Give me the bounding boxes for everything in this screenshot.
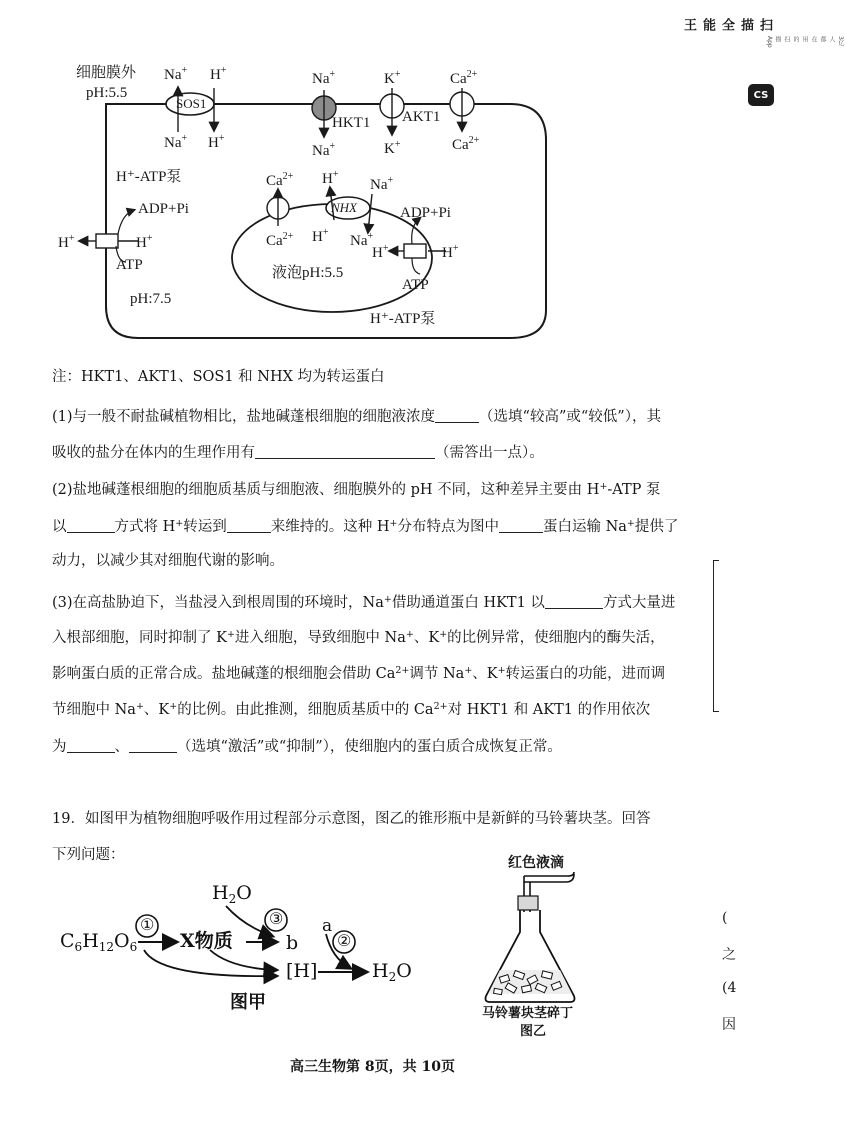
q3-line4: 节细胞中 Na+、K+的比例。由此推测，细胞质基质中的 $Ca^{2+}$对 HKT1 和 AKT1 的作用依次 <box>52 701 651 718</box>
pump-label-bottom: H⁺-ATP泵 <box>370 311 436 327</box>
potato-label: 马铃薯块茎碎丁 <box>482 1006 574 1021</box>
step-3-label: ③ <box>269 909 284 928</box>
margin-tick-bottom <box>713 711 719 712</box>
edge-char-2: 之 <box>722 947 736 963</box>
ion-h-vacuole-pump: H+ <box>372 243 389 261</box>
hkt1-label: HKT1 <box>332 115 371 131</box>
water-out-label: $H_2O$ <box>372 960 412 984</box>
step-1-label: ① <box>140 915 155 934</box>
step-2-label: ② <box>337 931 352 950</box>
red-drop-label: 红色液滴 <box>508 855 564 871</box>
ion-h-in-pump: H+ <box>136 233 153 251</box>
membrane-proton-pump <box>96 234 118 248</box>
ion-h-cytosol-pump: H+ <box>442 243 459 261</box>
q3-blank-hkt1-effect[interactable] <box>67 738 115 753</box>
adp-pi-left: ADP+Pi <box>138 201 189 217</box>
ion-h-in-sos1: H+ <box>208 133 225 151</box>
q3-line1: (3)在高盐胁迫下，当盐浸入到根周围的环境时，Na+借助通道蛋白 HKT1 以 方式大量进 <box>52 594 676 611</box>
margin-rule <box>713 560 714 712</box>
watermark-badge: CS <box>748 84 774 106</box>
q2-line2: 以 方式将 H+转运到 来维持的。这种 H+分布特点为图中 蛋白运输 Na+提供了 <box>52 518 679 535</box>
edge-char-1: ( <box>722 910 728 926</box>
q2-blank-protein[interactable] <box>499 518 543 533</box>
q2-blank-destination[interactable] <box>227 518 271 533</box>
vacuole-proton-pump <box>404 244 426 258</box>
q2-line1: (2)盐地碱蓬根细胞的细胞质基质与细胞液、细胞膜外的 pH 不同，这种差异主要由 H+-ATP 泵 <box>52 481 661 498</box>
ion-ca-cytosol: $Ca^{2+}$ <box>266 171 294 189</box>
q1-line2: 吸收的盐分在体内的生理作用有 （需答出一点）。 <box>52 445 544 461</box>
figure-note: 注：HKT1、AKT1、SOS1 和 NHX 均为转运蛋白 <box>52 369 385 385</box>
water-in-label: $H_2O$ <box>212 882 252 906</box>
vacuole-ph-label: 液泡pH:5.5 <box>272 265 344 281</box>
ion-na-out-hkt1: Na+ <box>312 69 336 87</box>
q2-line3: 动力，以减少其对细胞代谢的影响。 <box>52 553 284 569</box>
figure-b-caption: 图乙 <box>520 1024 547 1039</box>
margin-tick-top <box>713 560 719 561</box>
ion-ca-out: $Ca^{2+}$ <box>450 69 478 87</box>
q1-blank-function[interactable] <box>255 444 435 459</box>
q3-line5: 为 、 （选填“激活”或“抑制”），使细胞内的蛋白质合成恢复正常。 <box>52 739 562 755</box>
cytoplasm-ph: pH:7.5 <box>130 291 172 307</box>
sos1-label: SOS1 <box>176 96 207 111</box>
hydrogen-label: [H] <box>286 960 318 982</box>
ion-k-out: K+ <box>384 69 401 87</box>
q1-blank-concentration[interactable] <box>435 408 479 423</box>
watermark-title: 扫描全能王 <box>681 18 772 31</box>
glucose-formula: $C_6H_{12}O_6$ <box>60 930 138 954</box>
ion-na-in-sos1: Na+ <box>164 133 188 151</box>
adp-pi-right: ADP+Pi <box>400 205 451 221</box>
ion-ca-vacuole: $Ca^{2+}$ <box>266 231 294 249</box>
flask-figure <box>470 848 620 1039</box>
q3-blank-akt1-effect[interactable] <box>129 738 177 753</box>
ion-na-vacuole-nhx: Na+ <box>350 231 374 249</box>
outside-label: 细胞膜外 <box>76 65 137 81</box>
ion-h-cytosol-nhx: H+ <box>322 169 339 187</box>
atp-left: ATP <box>116 257 143 273</box>
ion-ca-in: $Ca^{2+}$ <box>452 135 480 153</box>
q3-line3: 影响蛋白质的正常合成。盐地碱蓬的根细胞会借助 $Ca^{2+}$调节 Na+、K+转运蛋白的功能，进而调 <box>52 665 666 682</box>
ion-na-cytosol-nhx: Na+ <box>370 175 394 193</box>
label-a: a <box>322 916 333 936</box>
watermark-subtitle: 3亿人都在用的扫描App <box>766 36 844 48</box>
nhx-label: NHX <box>331 200 357 215</box>
ion-na-out-sos1: Na+ <box>164 65 188 83</box>
q1-line1: (1)与一般不耐盐碱植物相比，盐地碱蓬根细胞的细胞液浓度 （选填“较高”或“较低”），其 <box>52 409 661 425</box>
q3-line2: 入根部细胞，同时抑制了 K+进入细胞，导致细胞中 Na+、K+的比例异常，使细胞内的酶失活， <box>52 629 665 646</box>
edge-char-3: (4 <box>722 980 737 996</box>
ion-k-in: K+ <box>384 139 401 157</box>
figure-a-caption: 图甲 <box>230 992 266 1013</box>
atp-right: ATP <box>402 277 429 293</box>
ion-h-out-sos1: H+ <box>210 65 227 83</box>
ion-h-out-pump: H+ <box>58 233 75 251</box>
product-b-label: b <box>286 932 299 954</box>
edge-char-4: 因 <box>722 1017 736 1033</box>
q19-line2: 下列问题： <box>52 847 125 863</box>
akt1-label: AKT1 <box>402 109 441 125</box>
rubber-stopper <box>518 896 538 910</box>
q19-line1: 19．如图甲为植物细胞呼吸作用过程部分示意图，图乙的锥形瓶中是新鲜的马铃薯块茎。回答 <box>52 811 651 827</box>
x-substance-label: X物质 <box>180 930 233 952</box>
ion-na-in-hkt1: Na+ <box>312 141 336 159</box>
q2-blank-mode[interactable] <box>67 518 115 533</box>
respiration-pathway-diagram <box>50 870 430 1020</box>
ion-h-vacuole-nhx: H+ <box>312 227 329 245</box>
cell-transport-diagram <box>0 0 740 360</box>
flask-drawing <box>470 868 620 1018</box>
q3-blank-mode[interactable] <box>545 594 603 609</box>
outside-ph: pH:5.5 <box>86 85 128 101</box>
pump-label-top: H⁺-ATP泵 <box>116 169 182 185</box>
page-footer: 高三生物第 8页，共 10页 <box>290 1059 455 1075</box>
